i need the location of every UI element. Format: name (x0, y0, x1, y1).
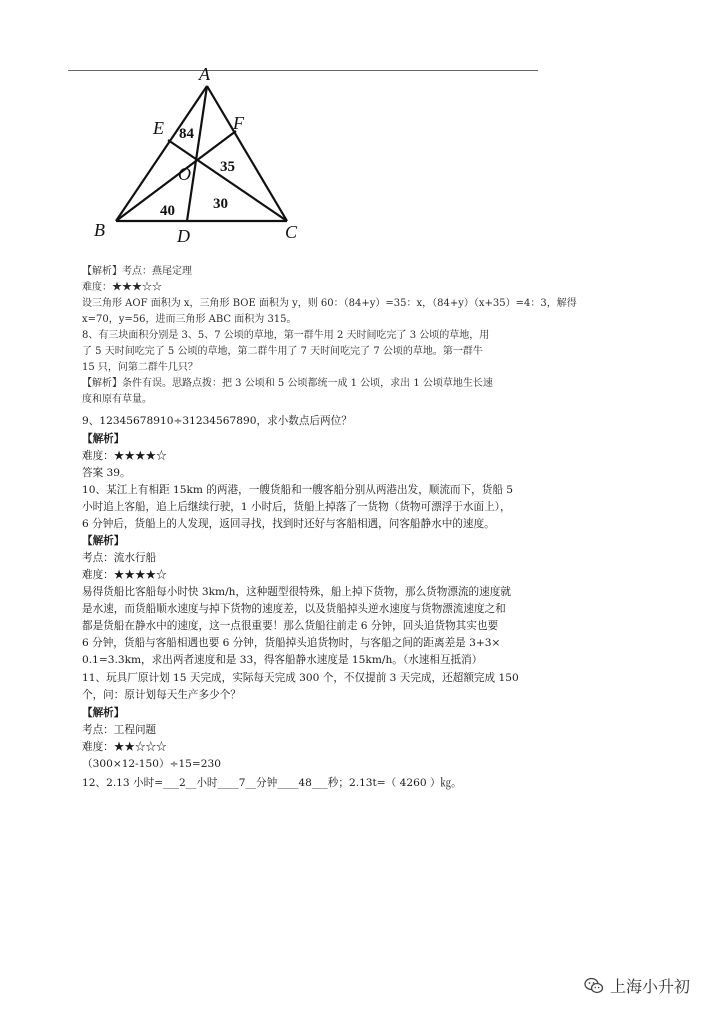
triangle-lines (116, 86, 287, 221)
text-line: 15 只，问第二群牛几只？ (82, 362, 198, 373)
wechat-icon (584, 977, 604, 995)
text-line: 10、某江上有相距 15km 的两港，一艘货船和一艘客船分别从两港出发，顺流而下，货船 5 (82, 484, 514, 496)
text-line: 都是货船在静水中的速度，这一点很重要！那么货船往前走 6 分钟，回头追货物其实也要 (82, 620, 499, 632)
text-line: x=70，y=56，进而三角形 ABC 面积为 315。 (82, 314, 297, 325)
text-line: 8、有三块面积分别是 3、5、7 公顷的草地，第一群牛用 2 天时间吃完了 3 公顷的草地，用 (82, 330, 490, 341)
vertex-e: E (153, 118, 164, 138)
text-line: 难度：★★★★☆ (82, 569, 167, 581)
text-line: 12、2.13 小时=___2__小时____7__分钟____48___秒；2.13t=（ 4260 ）㎏。 (82, 777, 462, 789)
text-line: 考点：工程问题 (82, 724, 157, 736)
text-line: 易得货船比客船每小时快 3km/h，这种题型很特殊，船上掉下货物，那么货物漂流的速度就 (82, 586, 511, 598)
text-line: 6 分钟后，货船上的人发现，返回寻找，找到时还好与客船相遇，问客船静水中的速度。 (82, 518, 495, 530)
text-line: 个，问：原计划每天生产多少个？ (82, 689, 241, 701)
vertex-b: B (94, 220, 105, 240)
vertex-c: C (285, 222, 298, 242)
vertex-a: A (199, 64, 210, 84)
text-line: 0.1=3.3km，求出两者速度和是 33，得客船静水速度是 15km/h。（水速相互抵消） (82, 654, 483, 666)
text-line: 【解析】 (82, 707, 125, 719)
footer-watermark (584, 974, 690, 997)
footer-brand: 上海小升初 (610, 977, 691, 996)
text-line: 【解析】 (82, 433, 125, 445)
text-line: 难度：★★★☆☆ (82, 282, 162, 293)
text-line: 【解析】 (82, 535, 125, 547)
triangle-figure (0, 0, 720, 260)
side-ab (116, 86, 207, 221)
vertex-d: D (177, 226, 190, 246)
text-line: 【解析】条件有误。思路点拨：把 3 公顷和 5 公顷都统一成 1 公顷，求出 1 公顷草地生长速 (82, 378, 493, 389)
text-line: 了 5 天时间吃完了 5 公顷的草地，第二群牛用了 7 天时间吃完了 7 公顷的草地。第一群牛 (82, 346, 483, 357)
text-line: 考点：流水行船 (82, 552, 157, 564)
text-line: 【解析】考点：燕尾定理 (82, 266, 192, 277)
text-line: 小时追上客船，追上后继续行驶，1 小时后，货船上掉落了一货物（货物可漂浮于水面上）， (82, 501, 511, 513)
area-label-3: 40 (160, 203, 175, 219)
area-label-4: 30 (213, 196, 228, 212)
area-label-1: 84 (179, 126, 194, 142)
vertex-f: F (233, 113, 244, 133)
text-line: 是水速，而货船顺水速度与掉下货物的速度差，以及货船掉头逆水速度与货物漂流速度之和 (82, 603, 506, 615)
text-line: 6 分钟，货船与客船相遇也要 6 分钟，货船掉头追货物时，与客船之间的距离差是 3+3× (82, 637, 501, 649)
text-line: 设三角形 AOF 面积为 x，三角形 BOE 面积为 y，则 60：（84+y）=35：x，（84+y）（x+35）=4：3，解得 (82, 298, 577, 309)
text-line: 度和原有草量。 (82, 394, 152, 405)
vertex-o: O (178, 164, 191, 184)
area-label-2: 35 (220, 159, 235, 175)
cevian-ad (187, 86, 207, 221)
text-line: （300×12-150）÷15=230 (82, 758, 222, 770)
text-line: 11、玩具厂原计划 15 天完成，实际每天完成 300 个，不仅提前 3 天完成，还超额完成 150 (82, 672, 519, 684)
text-line: 难度：★★☆☆☆ (82, 741, 167, 753)
text-line: 9、12345678910÷31234567890，求小数点后两位？ (82, 415, 352, 427)
text-line: 难度：★★★★☆ (82, 450, 167, 462)
text-line: 答案 39。 (82, 467, 131, 479)
